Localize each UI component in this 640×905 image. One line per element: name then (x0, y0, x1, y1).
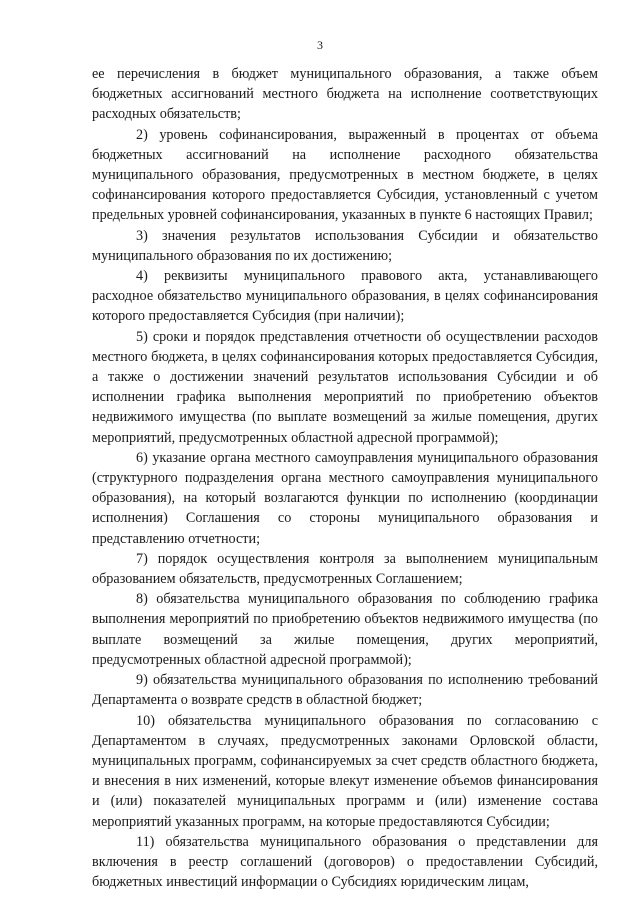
paragraph-item-8: 8) обязательства муниципального образования по соблюдению графика выполнения мероприятий по приобретению объектов недвижимого имущества (по выплате возмещений за жилые помещения, других мероприятий, предусмотренных областной адресной программой); (92, 591, 598, 668)
paragraph-item-7: 7) порядок осуществления контроля за выполнением муниципальным образованием обязательств, предусмотренных Соглашением; (92, 550, 598, 588)
paragraph-item-6: 6) указание органа местного самоуправления муниципального образования (структурного подразделения органа местного самоуправления муниципального образования), на который возлагаются функции по исполнению (координации исполнения) Соглашения со стороны муниципального образования и представлению отчетности; (92, 449, 598, 547)
document-body (92, 64, 598, 892)
paragraph-item-3: 3) значения результатов использования Субсидии и обязательство муниципального образования по их достижению; (92, 227, 598, 264)
paragraph-continuation: ее перечисления в бюджет муниципального образования, а также объем бюджетных ассигнований местного бюджета на исполнение соответствующих расходных обязательств; (92, 66, 598, 123)
paragraph-item-4: 4) реквизиты муниципального правового акта, устанавливающего расходное обязательство муниципального образования, в целях софинансирования которого предоставляется Субсидия (при наличии); (92, 268, 598, 325)
page-number: 3 (317, 38, 323, 52)
paragraph-item-5: 5) сроки и порядок представления отчетности об осуществлении расходов местного бюджета, в целях софинансирования которых предоставляется Субсидия, а также о достижении значений результатов использования Субсидии и об исполнении графика выполнения мероприятий по приобретению объектов недвижимого имущества (по выплате возмещений за жилые помещения, других мероприятий, предусмотренных областной адресной программой); (92, 328, 598, 446)
paragraph-item-11: 11) обязательства муниципального образования о представлении для включения в реестр соглашений (договоров) о предоставлении Субсидий, бюджетных инвестиций информации о Субсидиях юридическим лицам, (92, 833, 598, 891)
paragraph-item-10: 10) обязательства муниципального образования по согласованию с Департаментом в случаях, предусмотренных законами Орловской области, муниципальных программ, софинансируемых за счет средств областного бюджета, и внесения в них изменений, которые влекут изменение объемов финансирования и (или) показателей муниципальных программ и (или) изменение состава мероприятий указанных программ, на которые предоставляются Субсидии; (92, 712, 598, 830)
paragraph-item-9: 9) обязательства муниципального образования по исполнению требований Департамента о возврате средств в областной бюджет; (92, 672, 598, 709)
paragraph-item-2: 2) уровень софинансирования, выраженный в процентах от объема бюджетных ассигнований на исполнение расходного обязательства муниципального образования, предусмотренных в местном бюджете, в целях софинансирования которого предоставляется Субсидия, установленный с учетом предельных уровней софинансирования, указанных в пункте 6 настоящих Правил; (92, 126, 598, 224)
